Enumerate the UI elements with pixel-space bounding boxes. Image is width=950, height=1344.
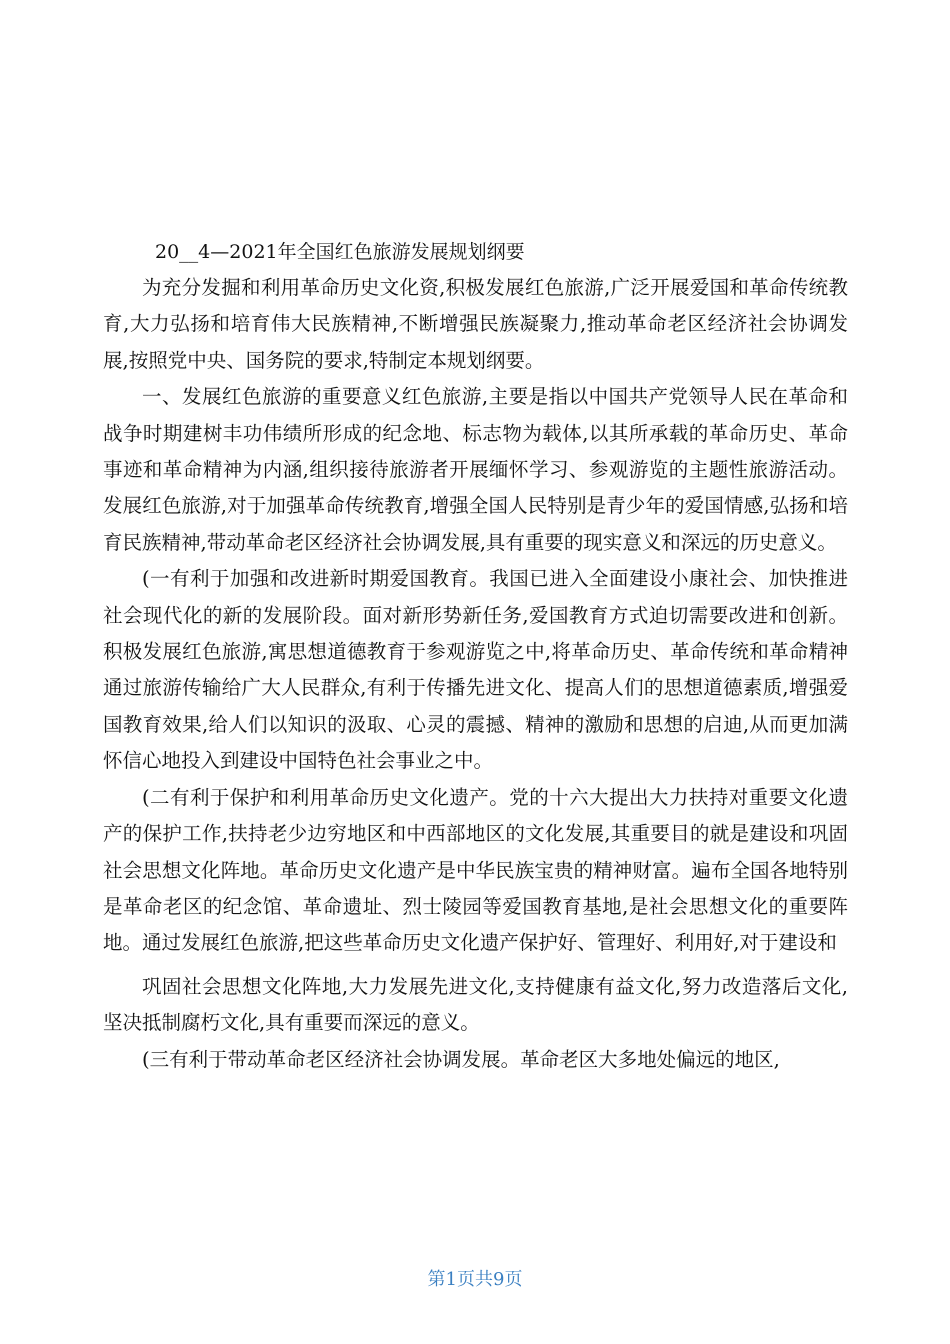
paragraph-section-one: 一、发展红色旅游的重要意义红色旅游,主要是指以中国共产党领导人民在革命和战争时期建树丰功伟绩所形成的纪念地、标志物为载体,以其所承载的革命历史、革命事迹和革命精神为内涵,组织接待旅游者开展缅怀学习、参观游览的主题性旅游活动。发展红色旅游,对于加强革命传统教育,增强全国人民特别是青少年的爱国情感,弘扬和培育民族精神,带动革命老区经济社会协调发展,具有重要的现实意义和深远的历史意义。 [103,385,848,554]
paragraph-point-three: (三有利于带动革命老区经济社会协调发展。革命老区大多地处偏远的地区, [142,1047,780,1071]
paragraph-point-two-continued: 巩固社会思想文化阵地,大力发展先进文化,支持健康有益文化,努力改造落后文化,坚决抵制腐朽文化,具有重要而深远的意义。 [103,974,848,1035]
page-indicator: 第1页共9页 [427,1269,523,1290]
paragraph-intro: 为充分发掘和利用革命历史文化资,积极发展红色旅游,广泛开展爱国和革命传统教育,大力弘扬和培育伟大民族精神,不断增强民族凝聚力,推动革命老区经济社会协调发展,按照党中央、国务院的要求,特制定本规划纲要。 [103,276,848,372]
document-title: 20__4—2021年全国红色旅游发展规划纲要 [155,241,525,263]
paragraph-point-one: (一有利于加强和改进新时期爱国教育。我国已进入全面建设小康社会、加快推进社会现代化的新的发展阶段。面对新形势新任务,爱国教育方式迫切需要改进和创新。积极发展红色旅游,寓思想道德教育于参观游览之中,将革命历史、革命传统和革命精神通过旅游传输给广大人民群众,有利于传播先进文化、提高人们的思想道德素质,增强爱国教育效果,给人们以知识的汲取、心灵的震撼、精神的激励和思想的启迪,从而更加满怀信心地投入到建设中国特色社会事业之中。 [103,567,848,773]
document-body [103,270,848,1078]
paragraph-point-two: (二有利于保护和利用革命历史文化遗产。党的十六大提出大力扶持对重要文化遗产的保护工作,扶持老少边穷地区和中西部地区的文化发展,其重要目的就是建设和巩固社会思想文化阵地。革命历史文化遗产是中华民族宝贵的精神财富。遍布全国各地特别是革命老区的纪念馆、革命遗址、烈士陵园等爱国教育基地,是社会思想文化的重要阵地。通过发展红色旅游,把这些革命历史文化遗产保护好、管理好、利用好,对于建设和 [103,785,848,955]
